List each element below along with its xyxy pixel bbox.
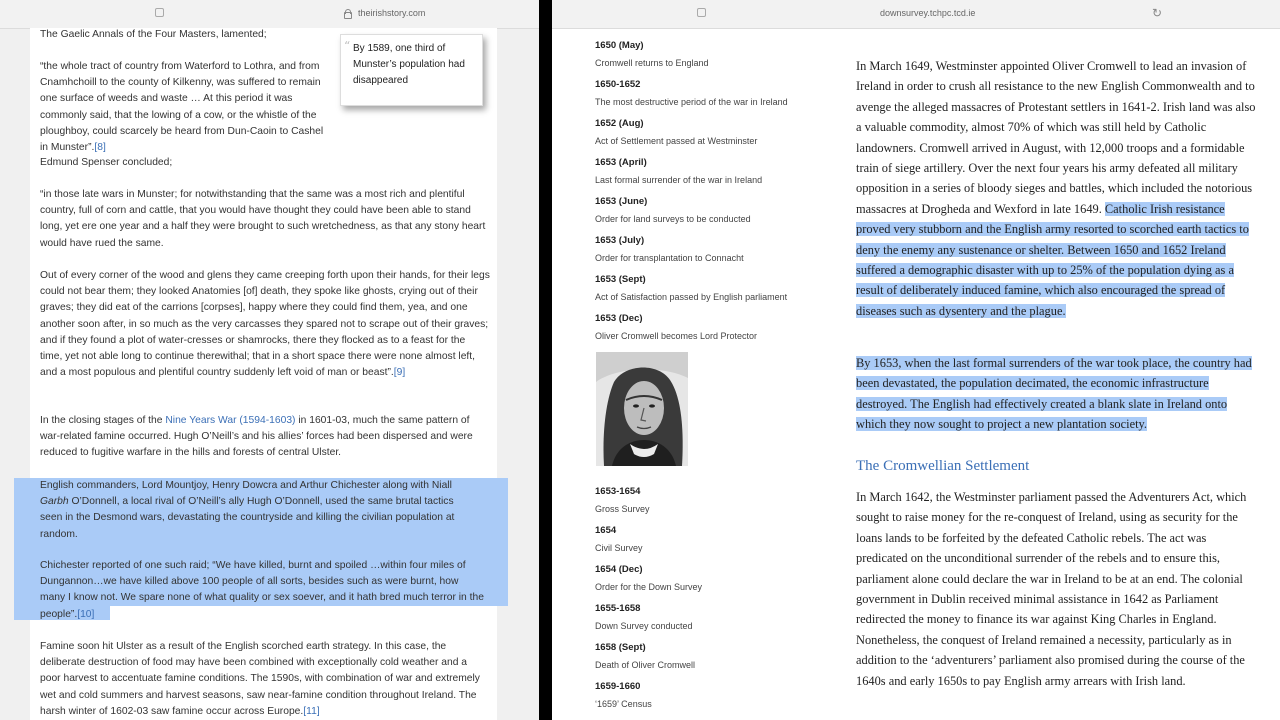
tab-overview-icon[interactable] (155, 8, 164, 17)
timeline-description: Gross Survey (595, 504, 650, 514)
right-url[interactable]: downsurvey.tchpc.tcd.ie (880, 8, 976, 18)
devastation-paragraph (856, 353, 1256, 435)
timeline-description: Cromwell returns to England (595, 58, 709, 68)
timeline-year: 1659-1660 (595, 681, 641, 692)
pullquote-text: By 1589, one third of Munster’s population had disappeared (353, 43, 465, 87)
timeline-description: Act of Settlement passed at Westminster (595, 136, 758, 146)
left-browser-window (0, 0, 539, 720)
paragraph: In the closing stages of the Nine Years War (1594-1603) in 1601-03, much the same pattern of war-related famine occurred. Hugh O’Neill’s and his allies’ forces had been dispersed and were reduced to fugitive warfare in the hills and forests of central Ulster. (40, 415, 473, 459)
timeline-description: Order for land surveys to be conducted (595, 214, 751, 224)
timeline-description: Order for transplantation to Connacht (595, 253, 744, 263)
timeline-description: Last formal surrender of the war in Ireland (595, 175, 763, 185)
right-address-bar[interactable] (552, 0, 1280, 29)
timeline-year: 1650 (May) (595, 40, 644, 51)
quote-mark-icon: “ (344, 39, 351, 53)
lock-icon (344, 12, 352, 19)
nine-years-war-link[interactable]: Nine Years War (1594-1603) (165, 415, 296, 426)
timeline-year: 1653 (July) (595, 235, 645, 246)
timeline-year: 1653 (April) (595, 157, 647, 168)
paragraph: English commanders, Lord Mountjoy, Henry Dowcra and Arthur Chichester along with Niall Garbh O’Donnell, a local rival of O’Neill’s ally Hugh O’Donnell, used the same brutal tactics seen in the Desmond wars, devastating the countryside and killing the civilian population at random. (40, 480, 455, 540)
timeline-year: 1653-1654 (595, 486, 641, 497)
timeline-year: 1658 (Sept) (595, 642, 646, 653)
reload-icon[interactable]: ↻ (1151, 6, 1162, 20)
paragraph: The Gaelic Annals of the Four Masters, lamented; (40, 29, 267, 40)
pullquote-box (340, 34, 483, 106)
timeline-description: Death of Oliver Cromwell (595, 660, 696, 670)
tab-overview-icon[interactable] (697, 8, 706, 17)
timeline-year: 1653 (June) (595, 196, 648, 207)
left-url-text: theirishstory.com (358, 8, 426, 18)
chichester-quote: Chichester reported of one such raid; “We have killed, burnt and spoiled …within four miles of Dungannon…we have killed above 100 people of all sorts, besides such as were burnt, how many I know not. We spare none of what quality or sex soever, and it hath bred much terror in the people”.[10] (40, 560, 484, 620)
left-url[interactable] (344, 0, 425, 26)
timeline-description: Order for the Down Survey (595, 582, 703, 592)
portrait-engraving (596, 352, 688, 466)
highlighted-text: Catholic Irish resistance proved very stubborn and the English army resorted to scorched earth tactics to deny the enemy any sustenance or shelter. Between 1650 and 1652 Ireland suffered a demographic disaster with up to 25% of the population dying as a result of deliberately induced famine, which also encouraged the spread of diseases such as dysentery and the plague. (856, 201, 1249, 318)
timeline-description: ‘1659’ Census (595, 699, 652, 709)
timeline-description: Civil Survey (595, 543, 643, 553)
timeline-description: Down Survey conducted (595, 621, 693, 631)
section-heading: The Cromwellian Settlement (856, 458, 1030, 474)
timeline-year: 1655-1658 (595, 603, 641, 614)
oliver-cromwell-portrait (596, 352, 688, 466)
left-address-bar[interactable] (0, 0, 539, 29)
spenser-quote-continued: Out of every corner of the wood and glens they came creeping forth upon their hands, for their legs could not bear them; they looked Anatomies [of] death, they spoke like ghosts, crying out of their graves; they did eat of the carrions [corpses], happy where they could find them, yea, and one another soon after, in so much as the very carcasses they spared not to scrape out of their graves; and if they found a plot of water-cresses or shamrocks, there they flocked as to a feast for the time, yet not able long to continue therewithal; that in a short space there were none almost left, and a most populous and plentiful country suddenly left void of man or beast”.[9] (40, 270, 490, 379)
timeline-description: The most destructive period of the war in Ireland (595, 97, 788, 107)
paragraph: Famine soon hit Ulster as a result of the English scorched earth strategy. In this case, the deliberate destruction of food may have been combined with exceptionally cold weather and a poor harvest to accentuate famine conditions. The 1590s, with combination of war and extremely wet and cold summers and harvest seasons, saw near-famine condition throughout Ireland. The harsh winter of 1602-03 saw famine occur across Europe.[11] (40, 641, 480, 717)
footnote-link[interactable]: [10] (77, 608, 95, 620)
timeline-description: Act of Satisfaction passed by English parliament (595, 292, 788, 302)
highlighted-text: By 1653, when the last formal surrenders of the war took place, the country had been devastated, the population decimated, the economic infrastructure destroyed. The English had effectively created a blank slate in Ireland onto which they now sought to project a new plantation society. (856, 356, 1252, 432)
footnote-link[interactable]: [11] (303, 705, 320, 717)
timeline-year: 1652 (Aug) (595, 118, 644, 129)
invasion-paragraph: In March 1649, Westminster appointed Oliver Cromwell to lead an invasion of Ireland in order to crush all resistance to the new English Commonwealth and to avenge the alleged massacres of Protestant settlers in 1641-2. Irish land was also a valuable commodity, almost 70% of which was still held by Catholic landowners. Cromwell arrived in August, with 12,000 troops and a formidable train of siege artillery. Over the next four years his army defeated all military opposition in a series of bloody sieges and battles, which included the notorious massacres at Drogheda and Wexford in late 1649. Catholic Irish resistance proved very stubborn and the English army resorted to scorched earth tactics to deny the enemy any sustenance or shelter. Between 1650 and 1652 Ireland suffered a demographic disaster with up to 25% of the population dying as a result of deliberately induced famine, which also encouraged the spread of diseases such as dysentery and the plague. (856, 59, 1256, 318)
footnote-link[interactable]: [8] (94, 142, 106, 154)
annals-quote: “the whole tract of country from Waterford to Lothra, and from Cnamhchoill to the county of Kilkenny, was suffered to remain one surface of weeds and waste … At this period it was commonly said, that the lowing of a cow, or the whistle of the ploughboy, could scarcely be heard from Dun-Caoin to Cashel in Munster”.[8] (40, 61, 324, 154)
footnote-link[interactable]: [9] (393, 367, 406, 379)
spenser-quote: “in those late wars in Munster; for notwithstanding that the same was a most rich and plentiful country, full of corn and cattle, that you would have thought they could have been able to stand long, yet ere one year and a half they were brought to such wretchedness, as that any stony heart would have rued the same. (40, 189, 486, 249)
timeline-description: Oliver Cromwell becomes Lord Protector (595, 331, 758, 341)
settlement-paragraph: In March 1642, the Westminster parliament passed the Adventurers Act, which sought to raise money for the re-conquest of Ireland, using as security for the loans lands to be forfeited by the defeated Catholic rebels. The act was predicated on the unconditional surrender of the rebels and to ensure this, parliament alone could declare the war in Ireland to be at an end. The colonial government in Dublin received minimal assistance in 1642 as Parliament redirected the money to finance its war against King Charles in England. Nonetheless, the conquest of Ireland remained a necessity, particularly as in addition to the ‘adventurers’ parliament also promised during the course of the 1640s and early 1650s to pay English army arrears with Irish land. (856, 490, 1247, 688)
timeline-year: 1654 (Dec) (595, 564, 643, 575)
timeline-year: 1650-1652 (595, 79, 641, 90)
paragraph: Edmund Spenser concluded; (40, 157, 173, 168)
timeline-year: 1653 (Dec) (595, 313, 643, 324)
timeline-year: 1654 (595, 525, 617, 536)
timeline-year: 1653 (Sept) (595, 274, 646, 285)
